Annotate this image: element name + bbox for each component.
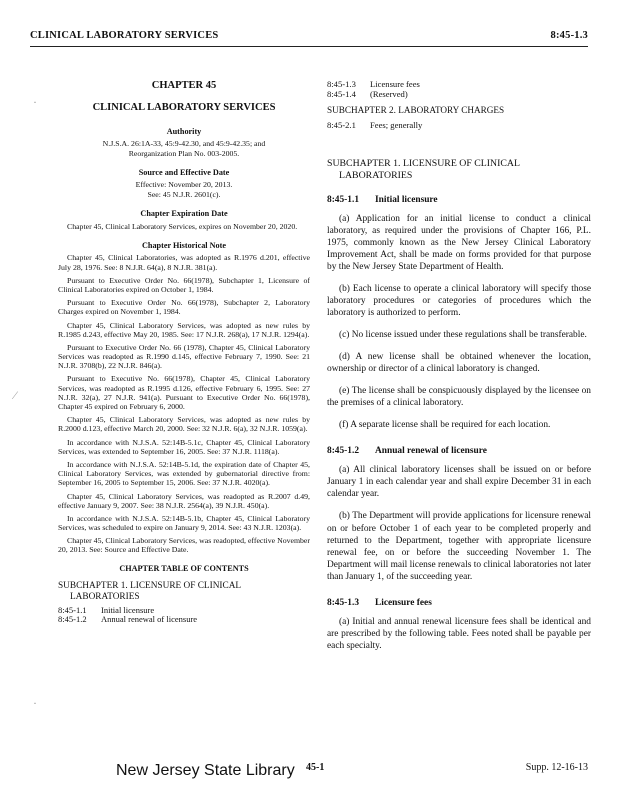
toc-heading: CHAPTER TABLE OF CONTENTS <box>119 563 249 573</box>
section-title: Initial licensure <box>375 194 438 205</box>
history-note: Pursuant to Executive No. 66(1978), Chapter 45, Clinical Laboratory Services, was readopted as R.1995 d.126, effective February 6, 1995. See: 27 N.J.R. 32(a), 27 N.J.R. 941(a). Pursuant to Executive Order No. 66(1978), Chapter 45 expired on February 6, 2000. <box>58 374 310 411</box>
source-effective: Effective: November 20, 2013. <box>135 180 233 190</box>
authority-text: N.J.S.A. 26:1A-33, 45:9-42.30, and 45:9-42.35; and Reorganization Plan No. 003-2005. <box>102 139 266 158</box>
section-heading <box>327 194 591 206</box>
scan-speck: · <box>33 95 37 109</box>
section-paragraph: (e) The license shall be conspicuously displayed by the licensee on the premises of a clinical laboratory. <box>327 386 591 409</box>
header-section-number: 8:45-1.3 <box>550 30 588 41</box>
history-note: In accordance with N.J.S.A. 52:14B-5.1d, the expiration date of Chapter 45, Clinical Laboratory Services, was extended by gubernatorial directive from: September 16, 2005 to September 15, 2006. See: 37 N.J.R. 4020(a). <box>58 459 310 488</box>
toc-item <box>327 80 591 90</box>
section-title: Licensure fees <box>375 597 432 608</box>
running-header <box>30 30 588 41</box>
chapter-number: CHAPTER 45 <box>151 80 217 91</box>
authority-heading: Authority <box>166 126 202 136</box>
history-note: Chapter 45, Clinical Laboratory Services, was readopted, effective November 20, 2013. See: Source and Effective Date. <box>58 536 310 555</box>
history-heading: Chapter Historical Note <box>142 240 226 250</box>
scan-speck: ⁄ <box>14 388 17 402</box>
toc-item <box>327 90 591 100</box>
section-paragraph: (d) A new license shall be obtained whenever the location, ownership or director of a clinical laboratory is changed. <box>327 352 591 375</box>
toc-item-title: (Reserved) <box>370 88 408 99</box>
history-note: Chapter 45, Clinical Laboratory Services, was readopted as R.2007 d.49, effective January 9, 2007. See: 38 N.J.R. 2564(a), 39 N.J.R. 450(a). <box>58 491 310 510</box>
history-note: Chapter 45, Clinical Laboratory Services, was adopted as new rules by R.2000 d.123, effective March 20, 2000. See: 32 N.J.R. 6(a), 32 N.J.R. 1059(a). <box>58 415 310 434</box>
toc-item-title: Fees; generally <box>370 119 423 130</box>
right-column <box>327 80 591 662</box>
library-stamp: New Jersey State Library <box>116 762 295 779</box>
toc-item-number: 8:45-2.1 <box>327 119 356 130</box>
toc-item-number: 8:45-1.3 <box>327 79 356 89</box>
toc-item-title: Annual renewal of licensure <box>101 614 198 625</box>
history-note: In accordance with N.J.S.A. 52:14B-5.1b, Chapter 45, Clinical Laboratory Services, was scheduled to expire on January 9, 2014. See: 43 N.J.R. 1203(a). <box>58 513 310 533</box>
section-number: 8:45-1.1 <box>327 194 360 205</box>
toc-item-title: Initial licensure <box>101 604 155 615</box>
section-heading <box>327 597 591 609</box>
toc-item <box>327 121 591 131</box>
history-note: Pursuant to Executive Order No. 66(1978), Subchapter 1, Licensure of Clinical Laboratories expired on October 1, 1984. <box>58 275 310 294</box>
history-note: Pursuant to Executive Order No. 66(1978), Subchapter 2, Laboratory Charges expired on November 1, 1984. <box>58 298 310 317</box>
section-paragraph: (a) Application for an initial license to conduct a clinical laboratory, as required under the provisions of Chapter 166, P.L. 1975, commonly known as the New Jersey Clinical Laboratory Improvement Act, shall be made on forms provided for that purpose by the New Jersey State Department of Health. <box>327 213 591 273</box>
source-citation: See: 45 N.J.R. 2601(c). <box>147 189 221 199</box>
page-number: 45-1 <box>306 762 325 773</box>
supplement-date: Supp. 12-16-13 <box>525 762 588 773</box>
section <box>327 597 591 652</box>
section-paragraph: (a) Initial and annual renewal licensure fees shall be identical and are prescribed by the following table. Fees noted shall be payable per each specialty. <box>327 616 591 651</box>
section-heading <box>327 445 591 457</box>
header-rule <box>30 46 588 47</box>
toc-subchapter-1: SUBCHAPTER 1. LICENSURE OF CLINICAL LABORATORIES <box>58 581 241 602</box>
toc-item-title: Licensure fees <box>370 79 420 89</box>
source-heading: Source and Effective Date <box>138 167 230 177</box>
section-paragraph: (c) No license issued under these regulations shall be transferable. <box>339 330 587 341</box>
chapter-name: CLINICAL LABORATORY SERVICES <box>92 102 276 114</box>
expiration-heading: Chapter Expiration Date <box>140 208 228 218</box>
toc-item-number: 8:45-1.1 <box>58 604 87 615</box>
toc-item-number: 8:45-1.4 <box>327 88 356 99</box>
toc-item <box>58 615 310 625</box>
history-note: In accordance with N.J.S.A. 52:14B-5.1c, Chapter 45, Clinical Laboratory Services, was extended to September 16, 2005. See: 37 N.J.R. 1118(a). <box>58 437 310 456</box>
scan-speck: · <box>33 696 37 710</box>
left-column <box>58 58 310 625</box>
history-note: Chapter 45, Clinical Laboratories, was adopted as R.1976 d.201, effective July 28, 1976. See: 8 N.J.R. 64(a), 8 N.J.R. 381(a). <box>58 253 310 272</box>
section-paragraph: (b) The Department will provide applications for licensure renewal on or before October 1 of each year to be completed properly and returned to the Department, together with appropriate licensure renewal fee, on or before the succeeding November 1. The Department will mail license renewals to clinical laboratories not later than January 1, of the succeeding year. <box>327 511 591 582</box>
section-paragraph: (b) Each license to operate a clinical laboratory will specify those laboratory procedures or categories of procedures which the laboratory is authorized to perform. <box>327 284 591 319</box>
history-note: Chapter 45, Clinical Laboratory Services, was adopted as new rules by R.1985 d.243, effective May 20, 1985. See: 17 N.J.R. 268(a), 17 N.J.R. 1294(a). <box>58 320 310 339</box>
expiration-text: Chapter 45, Clinical Laboratory Services, expires on November 20, 2020. <box>67 221 298 231</box>
section <box>327 194 591 431</box>
subchapter-heading: SUBCHAPTER 1. LICENSURE OF CLINICAL LABORATORIES <box>327 158 520 182</box>
history-note: Pursuant to Executive Order No. 66 (1978), Chapter 45, Clinical Laboratory Services was readopted as R.1990 d.145, effective February 7, 1990. See: 21 N.J.R. 3708(b), 22 N.J.R. 846(a). <box>58 342 310 371</box>
section <box>327 445 591 582</box>
header-title: CLINICAL LABORATORY SERVICES <box>30 30 219 41</box>
section-number: 8:45-1.3 <box>327 597 360 608</box>
section-paragraph: (f) A separate license shall be required for each location. <box>339 420 551 431</box>
toc-subchapter-2: SUBCHAPTER 2. LABORATORY CHARGES <box>327 104 505 115</box>
toc-item-number: 8:45-1.2 <box>58 614 87 625</box>
section-title: Annual renewal of licensure <box>375 446 487 457</box>
section-number: 8:45-1.2 <box>327 446 360 457</box>
section-paragraph: (a) All clinical laboratory licenses shall be issued on or before January 1 in each calendar year and shall expire December 31 in each calendar year. <box>327 465 591 500</box>
